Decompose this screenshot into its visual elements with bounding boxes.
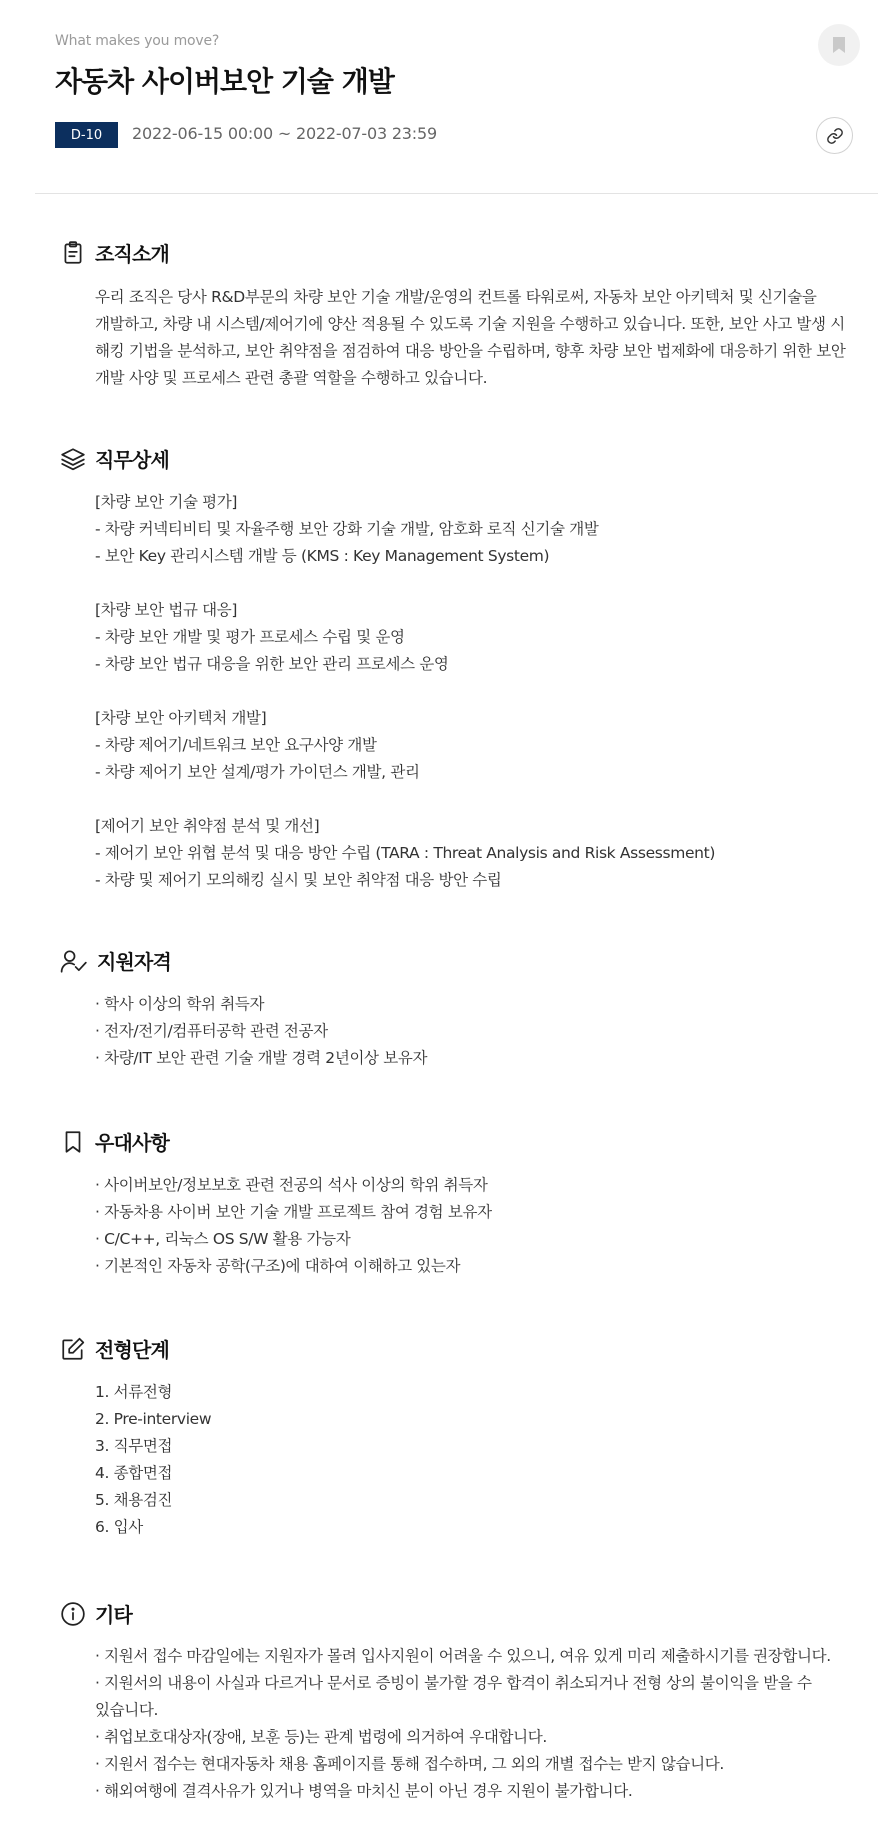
text-line: · 지원서 접수 마감일에는 지원자가 몰려 입사지원이 어려울 수 있으니, 여유 있게 미리 제출하시기를 권장합니다. <box>95 1647 831 1665</box>
text-line: - 차량 보안 법규 대응을 위한 보안 관리 프로세스 운영 <box>95 655 449 673</box>
text-line: · C/C++, 리눅스 OS S/W 활용 가능자 <box>95 1230 351 1248</box>
text-line: - 차량 제어기/네트워크 보안 요구사양 개발 <box>95 736 377 754</box>
section-intro-heading <box>60 238 169 267</box>
bookmark-outline-icon <box>60 1129 86 1155</box>
copy-link-button[interactable] <box>816 117 853 154</box>
section-preferred-heading <box>60 1127 169 1156</box>
tagline: What makes you move? <box>55 33 220 49</box>
text-line: 3. 직무면접 <box>95 1437 173 1455</box>
text-line: 4. 종합면접 <box>95 1464 173 1482</box>
section-intro-body <box>95 284 855 392</box>
section-duties-body <box>95 489 855 894</box>
text-line: 있습니다. <box>95 1701 159 1719</box>
header-divider <box>35 193 878 194</box>
blank-line <box>95 786 855 813</box>
text-line: - 제어기 보안 위협 분석 및 대응 방안 수립 (TARA : Threat Analysis and Risk Assessment) <box>95 844 716 862</box>
text-line: [차량 보안 아키텍처 개발] <box>95 709 267 727</box>
text-line: 6. 입사 <box>95 1518 143 1536</box>
bookmark-button[interactable] <box>818 24 860 66</box>
section-etc-body <box>95 1643 855 1805</box>
section-duties-heading <box>60 444 169 473</box>
text-line: 개발 사양 및 프로세스 관련 총괄 역할을 수행하고 있습니다. <box>95 369 488 387</box>
application-period: 2022-06-15 00:00 ~ 2022-07-03 23:59 <box>132 124 437 143</box>
section-process-title: 전형단계 <box>95 1338 170 1362</box>
section-etc-title: 기타 <box>95 1603 133 1627</box>
text-line: · 사이버보안/정보보호 관련 전공의 석사 이상의 학위 취득자 <box>95 1176 488 1194</box>
section-qualifications-title: 지원자격 <box>97 950 172 974</box>
page-title: 자동차 사이버보안 기술 개발 <box>55 65 394 98</box>
text-line: - 차량 및 제어기 모의해킹 실시 및 보안 취약점 대응 방안 수립 <box>95 871 502 889</box>
text-line: · 해외여행에 결격사유가 있거나 병역을 마치신 분이 아닌 경우 지원이 불가합니다. <box>95 1782 633 1800</box>
section-process-heading <box>60 1334 169 1363</box>
text-line: [차량 보안 법규 대응] <box>95 601 238 619</box>
text-line: 해킹 기법을 분석하고, 보안 취약점을 점검하여 대응 방안을 수립하며, 향후 차량 보안 법제화에 대응하기 위한 보안 <box>95 342 846 360</box>
text-line: · 전자/전기/컴퓨터공학 관련 전공자 <box>95 1022 328 1040</box>
text-line: 5. 채용검진 <box>95 1491 173 1509</box>
text-line: · 지원서 접수는 현대자동차 채용 홈페이지를 통해 접수하며, 그 외의 개별 접수는 받지 않습니다. <box>95 1755 724 1773</box>
dday-badge: D-10 <box>55 122 118 148</box>
person-check-icon <box>60 948 88 974</box>
edit-icon <box>60 1336 86 1362</box>
text-line: 개발하고, 차량 내 시스템/제어기에 양산 적용될 수 있도록 기술 지원을 수행하고 있습니다. 또한, 보안 사고 발생 시 <box>95 315 845 333</box>
text-line: · 기본적인 자동차 공학(구조)에 대하여 이해하고 있는자 <box>95 1257 461 1275</box>
text-line: · 지원서의 내용이 사실과 다르거나 문서로 증빙이 불가할 경우 합격이 취소되거나 전형 상의 불이익을 받을 수 <box>95 1674 812 1692</box>
text-line: · 취업보호대상자(장애, 보훈 등)는 관계 법령에 의거하여 우대합니다. <box>95 1728 547 1746</box>
text-line: [차량 보안 기술 평가] <box>95 493 238 511</box>
text-line: · 학사 이상의 학위 취득자 <box>95 995 265 1013</box>
blank-line <box>95 570 855 597</box>
link-icon <box>826 127 844 145</box>
text-line: [제어기 보안 취약점 분석 및 개선] <box>95 817 320 835</box>
section-preferred-title: 우대사항 <box>95 1131 170 1155</box>
layers-icon <box>60 446 86 472</box>
section-process-body <box>95 1379 855 1541</box>
section-preferred-body <box>95 1172 855 1280</box>
section-intro-title: 조직소개 <box>95 242 170 266</box>
section-duties-title: 직무상세 <box>95 448 170 472</box>
text-line: - 차량 제어기 보안 설계/평가 가이던스 개발, 관리 <box>95 763 420 781</box>
text-line: - 차량 커넥티비티 및 자율주행 보안 강화 기술 개발, 암호화 로직 신기술 개발 <box>95 520 599 538</box>
text-line: - 보안 Key 관리시스템 개발 등 (KMS : Key Management System) <box>95 547 550 565</box>
blank-line <box>95 678 855 705</box>
bookmark-icon <box>832 36 846 54</box>
text-line: 1. 서류전형 <box>95 1383 173 1401</box>
text-line: · 자동차용 사이버 보안 기술 개발 프로젝트 참여 경험 보유자 <box>95 1203 492 1221</box>
section-etc-heading <box>60 1599 132 1628</box>
text-line: - 차량 보안 개발 및 평가 프로세스 수립 및 운영 <box>95 628 405 646</box>
text-line: 우리 조직은 당사 R&D부문의 차량 보안 기술 개발/운영의 컨트롤 타워로써, 자동차 보안 아키텍처 및 신기술을 <box>95 288 817 306</box>
text-line: · 차량/IT 보안 관련 기술 개발 경력 2년이상 보유자 <box>95 1049 428 1067</box>
text-line: 2. Pre-interview <box>95 1410 212 1428</box>
section-qualifications-heading <box>60 946 171 975</box>
clipboard-icon <box>60 240 86 266</box>
section-qualifications-body <box>95 991 855 1072</box>
info-icon <box>60 1601 86 1627</box>
